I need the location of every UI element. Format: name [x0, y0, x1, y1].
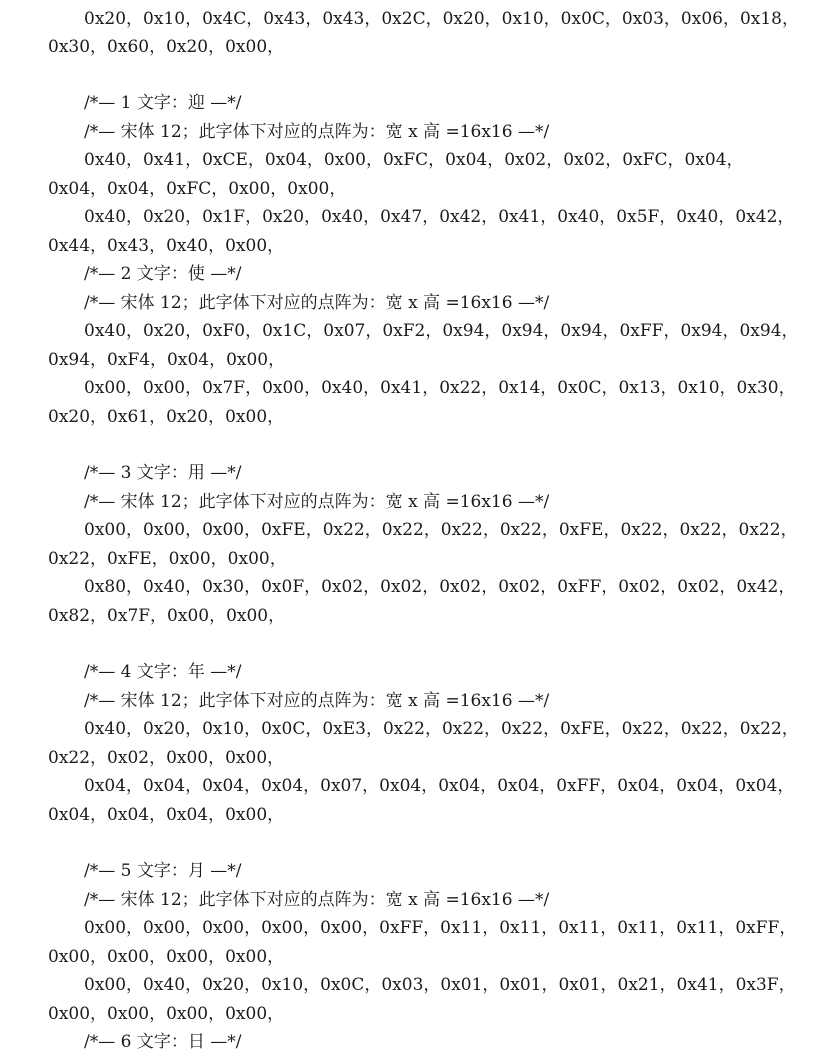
- hex-data-line: 0x40，0x20，0x10，0x0C，0xE3，0x22，0x22，0x22，0xFE，0x22，0x22，0x22，: [84, 719, 799, 739]
- hex-data-line: 0x22，0xFE，0x00，0x00，: [48, 549, 287, 569]
- font-comment: /*— 宋体 12；此字体下对应的点阵为：宽 x 高 =16x16 —*/: [84, 293, 550, 313]
- char-comment: /*— 2 文字：使 —*/: [84, 264, 242, 284]
- hex-data-line: 0x20，0x61，0x20，0x00，: [48, 407, 285, 427]
- hex-data-line: 0x00，0x00，0x00，0xFE，0x22，0x22，0x22，0x22，0xFE，0x22，0x22，0x22，: [84, 520, 798, 540]
- char-comment: /*— 6 文字：日 —*/: [84, 1032, 242, 1052]
- font-comment: /*— 宋体 12；此字体下对应的点阵为：宽 x 高 =16x16 —*/: [84, 492, 550, 512]
- hex-data-line: 0x00，0x40，0x20，0x10，0x0C，0x03，0x01，0x01，0x01，0x21，0x41，0x3F，: [84, 975, 796, 995]
- char-comment: /*— 3 文字：用 —*/: [84, 463, 242, 483]
- hex-data-line: 0x44，0x43，0x40，0x00，: [48, 236, 285, 256]
- font-comment: /*— 宋体 12；此字体下对应的点阵为：宽 x 高 =16x16 —*/: [84, 122, 550, 142]
- hex-data-line: 0x40，0x20，0x1F，0x20，0x40，0x47，0x42，0x41，0x40，0x5F，0x40，0x42，: [84, 207, 795, 227]
- hex-data-line: 0x82，0x7F，0x00，0x00，: [48, 606, 286, 626]
- hex-data-line: 0x04，0x04，0xFC，0x00，0x00，: [48, 179, 347, 199]
- font-comment: /*— 宋体 12；此字体下对应的点阵为：宽 x 高 =16x16 —*/: [84, 890, 550, 910]
- hex-data-line: 0x04，0x04，0x04，0x00，: [48, 805, 285, 825]
- hex-data-line: 0x00，0x00，0x00，0x00，0x00，0xFF，0x11，0x11，0x11，0x11，0x11，0xFF，: [84, 918, 797, 938]
- hex-data-line: 0x00，0x00，0x00，0x00，: [48, 1004, 285, 1024]
- char-comment: /*— 5 文字：月 —*/: [84, 861, 242, 881]
- hex-data-line: 0x40，0x20，0xF0，0x1C，0x07，0xF2，0x94，0x94，0x94，0xFF，0x94，0x94，: [84, 321, 799, 341]
- hex-data-line: 0x40，0x41，0xCE，0x04，0x00，0xFC，0x04，0x02，0x02，0xFC，0x04，: [84, 150, 744, 170]
- char-comment: /*— 4 文字：年 —*/: [84, 662, 242, 682]
- hex-data-line: 0x00，0x00，0x00，0x00，: [48, 947, 285, 967]
- hex-data-line: 0x22，0x02，0x00，0x00，: [48, 748, 285, 768]
- hex-data-line: 0x04，0x04，0x04，0x04，0x07，0x04，0x04，0x04，0xFF，0x04，0x04，0x04，: [84, 776, 795, 796]
- font-comment: /*— 宋体 12；此字体下对应的点阵为：宽 x 高 =16x16 —*/: [84, 691, 550, 711]
- hex-data-line: 0x00，0x00，0x7F，0x00，0x40，0x41，0x22，0x14，0x0C，0x13，0x10，0x30，: [84, 378, 796, 398]
- hex-data-line: 0x20，0x10，0x4C，0x43，0x43，0x2C，0x20，0x10，0x0C，0x03，0x06，0x18，: [84, 9, 799, 29]
- hex-data-line: 0x94，0xF4，0x04，0x00，: [48, 350, 286, 370]
- char-comment: /*— 1 文字：迎 —*/: [84, 93, 242, 113]
- hex-data-line: 0x80，0x40，0x30，0x0F，0x02，0x02，0x02，0x02，0xFF，0x02，0x02，0x42，: [84, 577, 796, 597]
- hex-data-line: 0x30，0x60，0x20，0x00，: [48, 37, 285, 57]
